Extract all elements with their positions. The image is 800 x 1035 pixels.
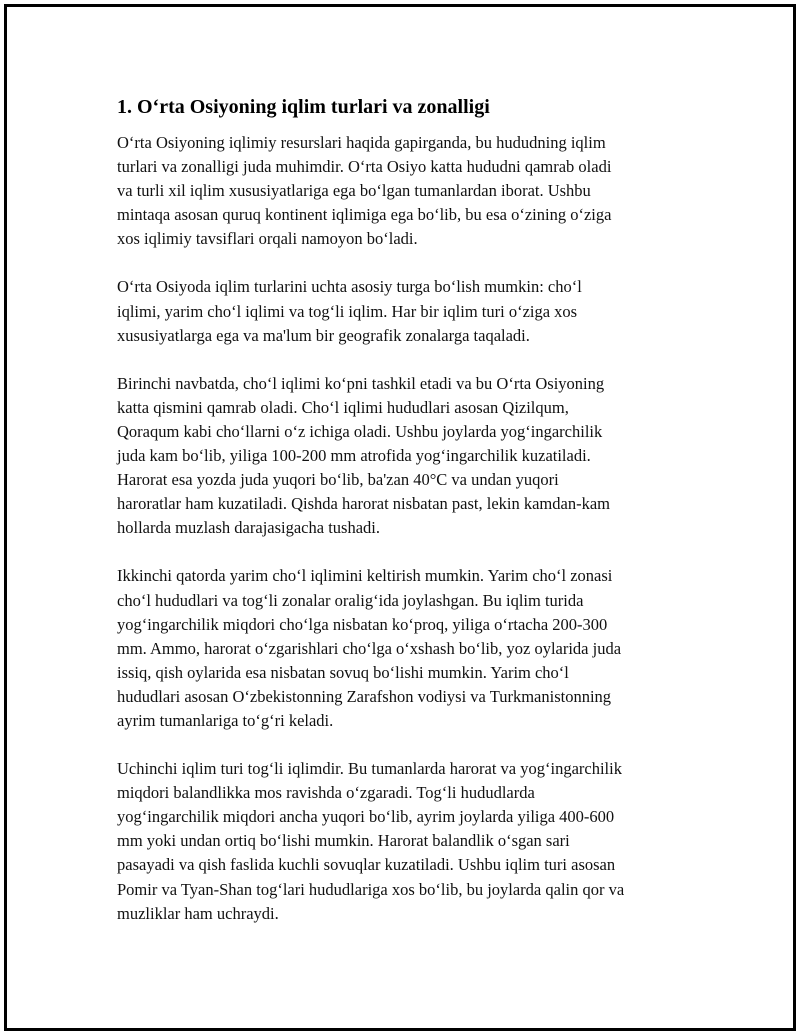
section-title: 1. O‘rta Osiyoning iqlim turlari va zonalligi: [117, 96, 490, 118]
paragraph-1: O‘rta Osiyoning iqlimiy resurslari haqida gapirganda, bu hududning iqlim turlari va zonalligi juda muhimdir. O‘rta Osiyo katta hududni qamrab oladi va turli xil iqlim xususiyatlariga ega bo‘lgan tumanlardan iborat. Ushbu mintaqa asosan quruq kontinent iqlimiga ega bo‘lib, bu esa o‘zining o‘ziga xos iqlimiy tavsiflari orqali namoyon bo‘ladi.: [117, 133, 612, 249]
paragraph-5: Uchinchi iqlim turi tog‘li iqlimdir. Bu tumanlarda harorat va yog‘ingarchilik miqdori balandlikka mos ravishda o‘zgaradi. Tog‘li hududlarda yog‘ingarchilik miqdori ancha yuqori bo‘lib, ayrim joylarda yiliga 400-600 mm yoki undan ortiq bo‘lishi mumkin. Harorat balandlik o‘sgan sari pasayadi va qish faslida kuchli sovuqlar kuzatiladi. Ushbu iqlim turi asosan Pomir va Tyan-Shan tog‘lari hududlariga xos bo‘lib, bu joylarda qalin qor va muzliklar ham uchraydi.: [117, 759, 625, 923]
paragraph-4: Ikkinchi qatorda yarim cho‘l iqlimini keltirish mumkin. Yarim cho‘l zonasi cho‘l hududlari va tog‘li zonalar oralig‘ida joylashgan. Bu iqlim turida yog‘ingarchilik miqdori cho‘lga nisbatan ko‘proq, yiliga o‘rtacha 200-300 mm. Ammo, harorat o‘zgarishlari cho‘lga o‘xshash bo‘lib, yoz oylarida juda issiq, qish oylarida esa nisbatan sovuq bo‘lishi mumkin. Yarim cho‘l hududlari asosan O‘zbekistonning Zarafshon vodiysi va Turkmanistonning ayrim tumanlariga to‘g‘ri keladi.: [117, 566, 622, 730]
paragraph-3: Birinchi navbatda, cho‘l iqlimi ko‘pni tashkil etadi va bu O‘rta Osiyoning katta qismini qamrab oladi. Cho‘l iqlimi hududlari asosan Qizilqum, Qoraqum kabi cho‘llarni o‘z ichiga oladi. Ushbu joylarda yog‘ingarchilik juda kam bo‘lib, yiliga 100-200 mm atrofida yog‘ingarchilik kuzatiladi. Harorat esa yozda juda yuqori bo‘lib, ba'zan 40°C va undan yuqori haroratlar ham kuzatiladi. Qishda harorat nisbatan past, lekin kamdan-kam hollarda muzlash darajasigacha tushadi.: [117, 373, 610, 538]
paragraph-2: O‘rta Osiyoda iqlim turlarini uchta asosiy turga bo‘lish mumkin: cho‘l iqlimi, yarim cho‘l iqlimi va tog‘li iqlim. Har bir iqlim turi o‘ziga xos xususiyatlarga ega va ma'lum bir geografik zonalarga taqaladi.: [117, 277, 582, 345]
document-body: [117, 92, 697, 950]
